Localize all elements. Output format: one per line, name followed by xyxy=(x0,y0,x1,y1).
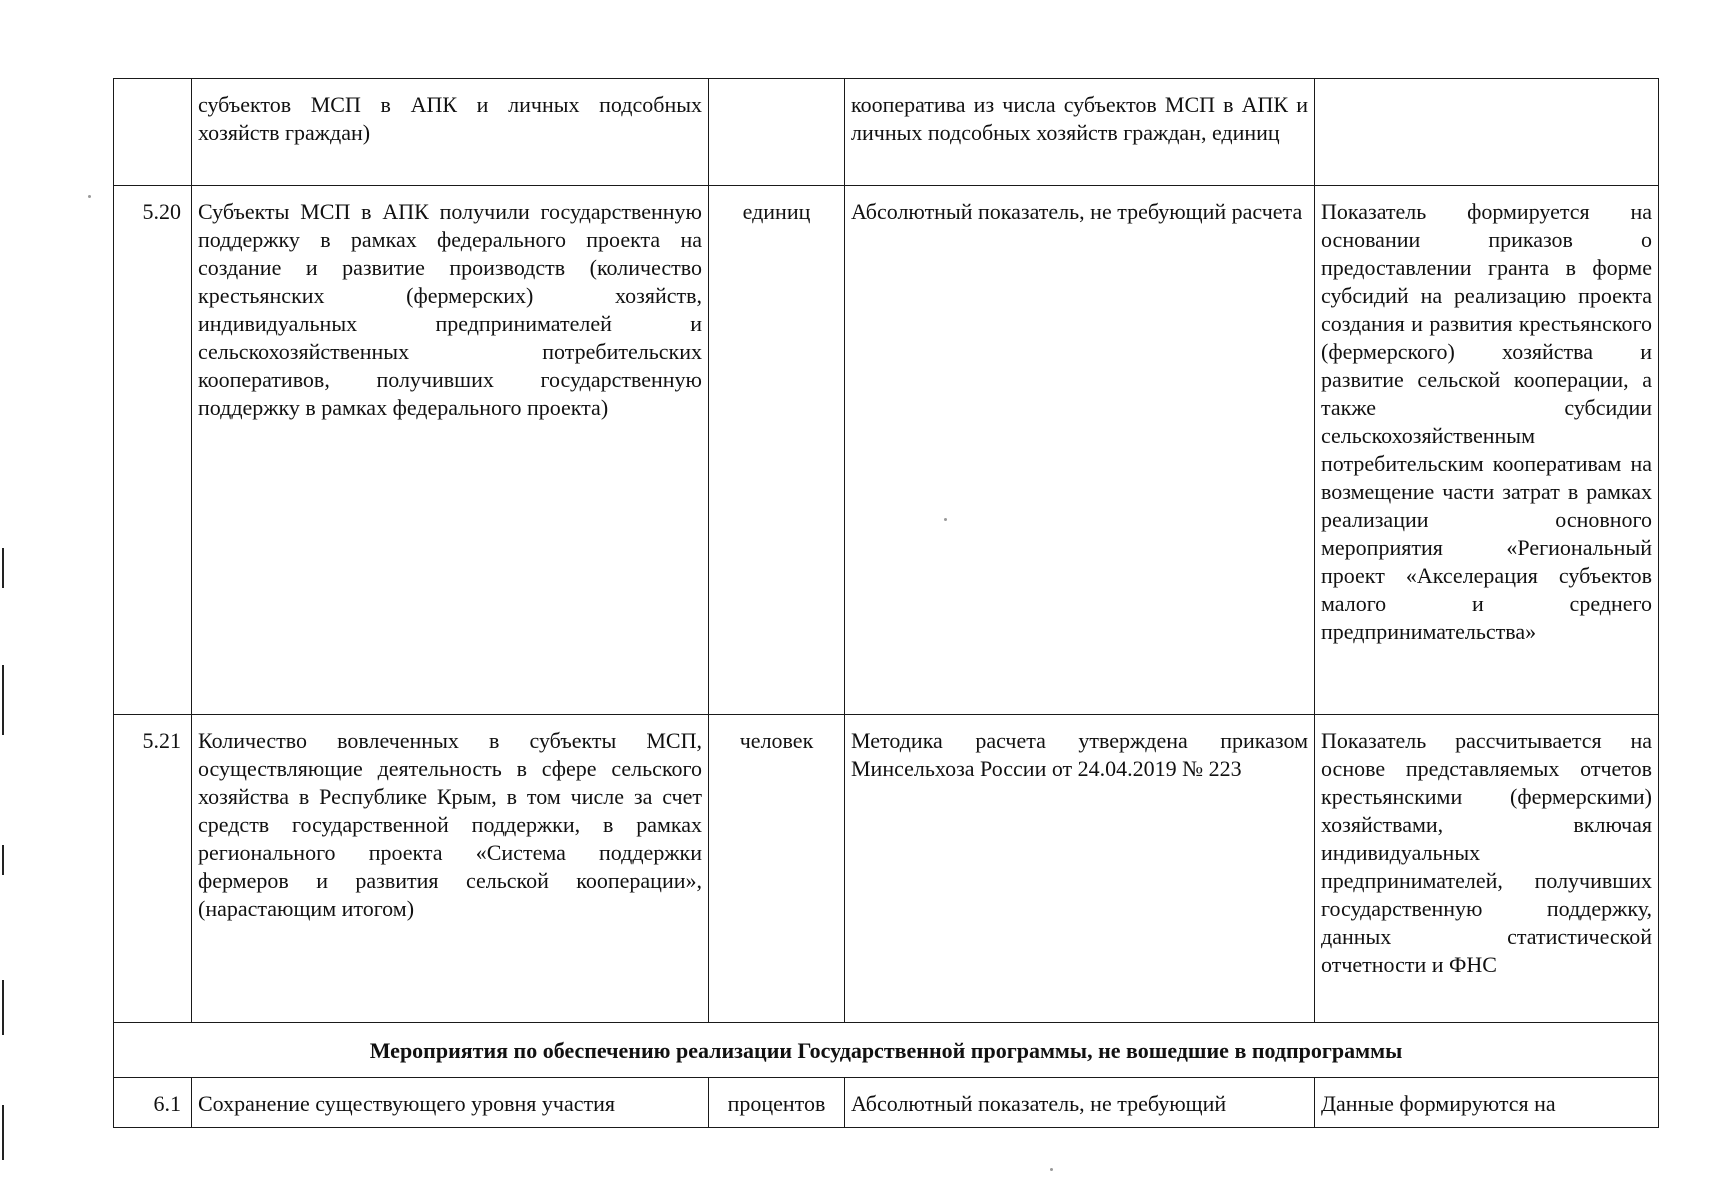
scan-speck xyxy=(88,195,91,198)
indicator-name: Сохранение существующего уровня участия xyxy=(192,1078,709,1128)
table-row xyxy=(114,715,1659,1023)
unit-of-measure xyxy=(709,79,845,186)
scan-speck xyxy=(944,518,947,521)
data-source: Показатель рассчитывается на основе представляемых отчетов крестьянскими (фермерскими) хозяйствами, включая индивидуальных предпринимателей, получивших государственную поддержку, данных статистической отчетности и ФНС xyxy=(1315,715,1659,1023)
scan-edge-mark xyxy=(2,548,4,588)
unit-of-measure: процентов xyxy=(709,1078,845,1128)
row-number: 5.21 xyxy=(114,715,192,1023)
scan-edge-mark xyxy=(2,1105,4,1160)
section-row xyxy=(114,1023,1659,1078)
data-source xyxy=(1315,79,1659,186)
data-source: Данные формируются на xyxy=(1315,1078,1659,1128)
row-number: 5.20 xyxy=(114,186,192,715)
row-number xyxy=(114,79,192,186)
indicator-name: Субъекты МСП в АПК получили государственную поддержку в рамках федерального проекта на создание и развитие производств (количество крестьянских (фермерских) хозяйств, индивидуальных предпринимателей и сельскохозяйственных потребительских кооперативов, получивших государственную поддержку в рамках федерального проекта) xyxy=(192,186,709,715)
calculation-method: Абсолютный показатель, не требующий расчета xyxy=(845,186,1315,715)
calculation-method: Методика расчета утверждена приказом Минсельхоза России от 24.04.2019 № 223 xyxy=(845,715,1315,1023)
indicator-name: субъектов МСП в АПК и личных подсобных хозяйств граждан) xyxy=(192,79,709,186)
scan-edge-mark xyxy=(2,980,4,1035)
table-row xyxy=(114,186,1659,715)
section-title: Мероприятия по обеспечению реализации Государственной программы, не вошедшие в подпрограммы xyxy=(114,1023,1659,1078)
scan-edge-mark xyxy=(2,845,4,875)
scan-speck xyxy=(1050,1168,1053,1171)
unit-of-measure: единиц xyxy=(709,186,845,715)
calculation-method: Абсолютный показатель, не требующий xyxy=(845,1078,1315,1128)
calculation-method: кооператива из числа субъектов МСП в АПК и личных подсобных хозяйств граждан, единиц xyxy=(845,79,1315,186)
row-number: 6.1 xyxy=(114,1078,192,1128)
indicator-name: Количество вовлеченных в субъекты МСП, осуществляющие деятельность в сфере сельского хозяйства в Республике Крым, в том числе за счет средств государственной поддержки, в рамках регионального проекта «Система поддержки фермеров и развития сельской кооперации», (нарастающим итогом) xyxy=(192,715,709,1023)
data-source: Показатель формируется на основании приказов о предоставлении гранта в форме субсидий на реализацию проекта создания и развития крестьянского (фермерского) хозяйства и развитие сельской кооперации, а также субсидии сельскохозяйственным потребительским кооперативам на возмещение части затрат в рамках реализации основного мероприятия «Региональный проект «Акселерация субъектов малого и среднего предпринимательства» xyxy=(1315,186,1659,715)
table-row xyxy=(114,1078,1659,1128)
scan-edge-mark xyxy=(2,665,4,735)
unit-of-measure: человек xyxy=(709,715,845,1023)
indicators-table xyxy=(113,78,1659,1128)
table-row xyxy=(114,79,1659,186)
